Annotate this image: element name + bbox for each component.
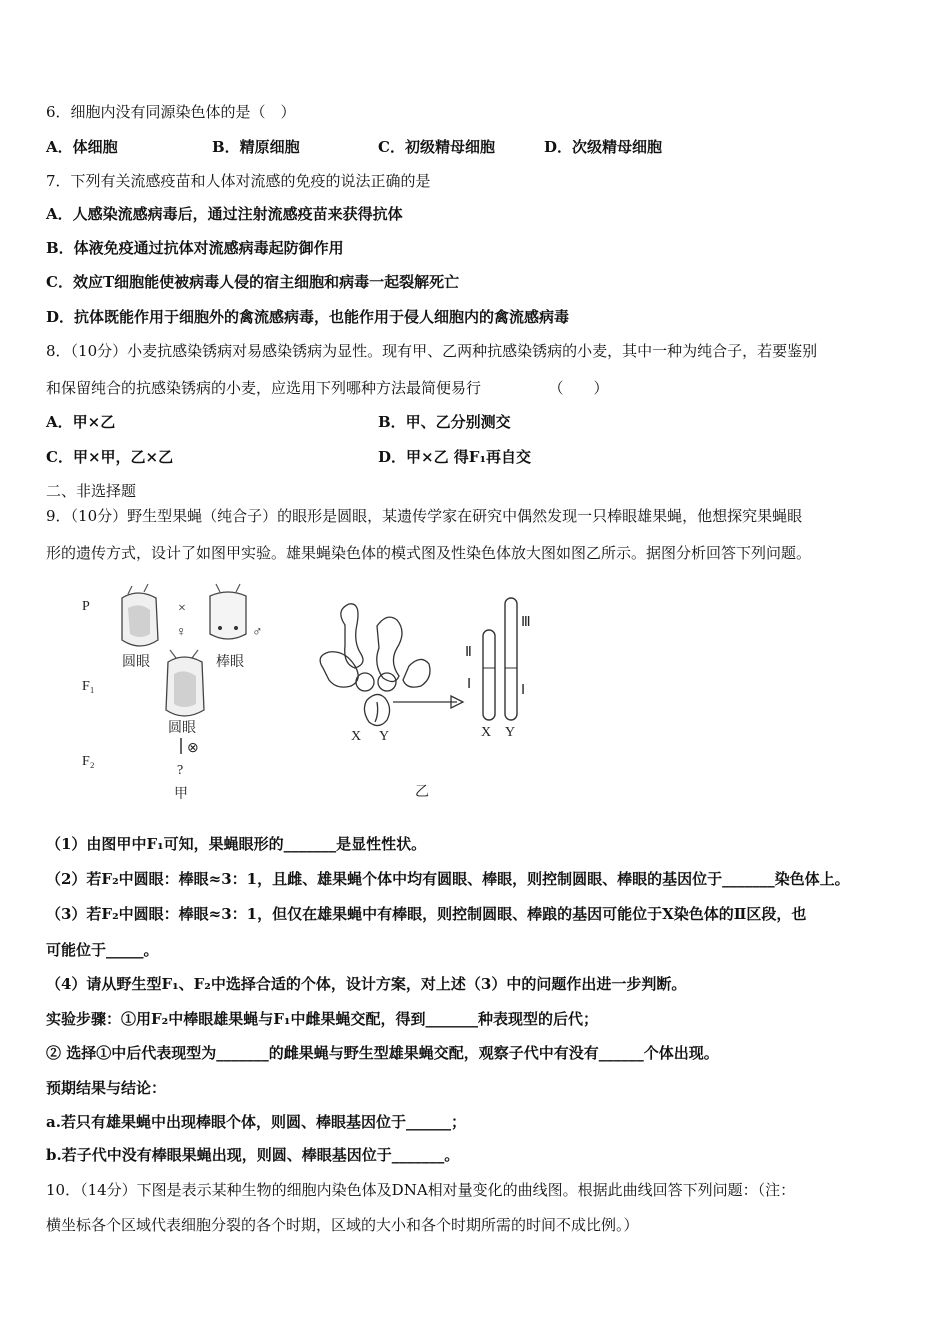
male-sign: ♂ (252, 625, 263, 640)
q9-expect: 预期结果与结论： (46, 1079, 167, 1097)
q8-option-c: C．甲×甲，乙×乙 (46, 448, 174, 466)
female-fly-icon (122, 584, 158, 646)
q8-option-d: D．甲×乙 得F₁再自交 (378, 448, 532, 466)
q9-steps-2: ② 选择①中后代表现型为_______的雌果蝇与野生型雄果蝇交配，观察子代中有没有______个体出现。 (46, 1044, 719, 1062)
q9-result-a: a.若只有雄果蝇中出现棒眼个体，则圆、棒眼基因位于______； (46, 1113, 466, 1131)
q7-option-b: B．体液免疫通过抗体对流感病毒起防御作用 (46, 239, 344, 257)
q7-option-c: C．效应T细胞能使被病毒人侵的宿主细胞和病毒一起裂解死亡 (46, 273, 460, 291)
label-region-i-left: Ⅰ (467, 677, 472, 692)
q9-sub4: （4）请从野生型F₁、F₂中选择合适的个体，设计方案，对上述（3）中的问题作出进一步判断。 (46, 975, 687, 993)
male-fly-icon (210, 584, 246, 639)
q9-stem-line2: 形的遗传方式，设计了如图甲实验。雄果蝇染色体的模式图及性染色体放大图如图乙所示。据图分析回答下列问题。 (46, 544, 812, 562)
q6-option-d: D．次级精母细胞 (544, 138, 663, 156)
f1-fly-icon (166, 650, 204, 716)
label-p: P (82, 599, 90, 614)
q9-result-b: b.若子代中没有棒眼果蝇出现，则圆、棒眼基因位于_______。 (46, 1146, 460, 1164)
label-f2: F₂ (82, 754, 95, 769)
label-region-iii: Ⅲ (521, 615, 531, 630)
q7-option-d: D．抗体既能作用于细胞外的禽流感病毒，也能作用于侵人细胞内的禽流感病毒 (46, 308, 570, 326)
label-region-ii: Ⅱ (465, 645, 472, 660)
label-x-small: X (351, 729, 362, 744)
f2-question: ? (177, 763, 184, 778)
q6-option-a: A．体细胞 (46, 138, 118, 156)
q6-option-b: B．精原细胞 (212, 138, 300, 156)
q6-option-c: C．初级精母细胞 (378, 138, 495, 156)
label-f1: F₁ (82, 679, 95, 694)
q8-stem-line2: 和保留纯合的抗感染锈病的小麦，应选用下列哪种方法最简便易行 （ ） (46, 379, 609, 397)
q6-stem: 6．细胞内没有同源染色体的是（ ） (46, 103, 296, 121)
q8-stem-line1: 8．（10分）小麦抗感染锈病对易感染锈病为显性。现有甲、乙两种抗感染锈病的小麦，其中一种为纯合子，若要鉴别 (46, 342, 818, 360)
cross-sign: × (178, 601, 186, 616)
section-heading: 二、非选择题 (46, 482, 137, 500)
figure-jia-caption: 甲 (174, 787, 188, 802)
chromosome-diagram (320, 604, 430, 726)
q7-option-a: A．人感染流感病毒后，通过注射流感疫苗来获得抗体 (46, 205, 403, 223)
label-bar-eye: 棒眼 (216, 655, 244, 670)
self-cross-sign: ⊗ (187, 741, 199, 756)
label-x-large: X (481, 725, 492, 740)
label-y-large: Y (505, 725, 516, 740)
q8-option-b: B．甲、乙分别测交 (378, 413, 511, 431)
figure-yi-caption: 乙 (415, 785, 429, 800)
q9-sub3-line1: （3）若F₂中圆眼：棒眼≈3：1，但仅在雄果蝇中有棒眼，则控制圆眼、棒踉的基因可能位于X染色体的Ⅱ区段，也 (46, 905, 807, 923)
figure-jia (70, 580, 280, 805)
q9-sub1: （1）由图甲中F₁可知，果蝇眼形的_______是显性性状。 (46, 835, 427, 853)
q10-line2: 横坐标各个区域代表细胞分裂的各个时期，区域的大小和各个时期所需的时间不成比例。） (46, 1216, 639, 1234)
label-round-eye: 圆眼 (122, 655, 150, 670)
y-chromosome (505, 598, 517, 720)
x-chromosome (483, 630, 495, 720)
q8-option-a: A．甲×乙 (46, 413, 116, 431)
q9-steps-1: 实验步骤：①用F₂中棒眼雄果蝇与F₁中雌果蝇交配，得到_______种表现型的后代； (46, 1010, 598, 1028)
figure-yi (305, 590, 545, 805)
q9-stem-line1: 9．（10分）野生型果蝇（纯合子）的眼形是圆眼，某遗传学家在研究中偶然发现一只棒眼雄果蝇，他想探究果蝇眼 (46, 507, 803, 525)
q9-sub3-line2: 可能位于_____。 (46, 941, 159, 959)
label-y-small: Y (379, 729, 390, 744)
label-region-i-right: Ⅰ (521, 683, 526, 698)
q9-sub2: （2）若F₂中圆眼：棒眼≈3：1，且雌、雄果蝇个体中均有圆眼、棒眼，则控制圆眼、棒眼的基因位于_______染色体上。 (46, 870, 850, 888)
label-f1-round-eye: 圆眼 (168, 721, 196, 736)
female-sign: ♀ (176, 625, 187, 640)
q10-line1: 10．（14分）下图是表示某种生物的细胞内染色体及DNA相对量变化的曲线图。根据此曲线回答下列问题：（注： (46, 1181, 796, 1199)
q7-stem: 7．下列有关流感疫苗和人体对流感的免疫的说法正确的是 (46, 172, 431, 190)
